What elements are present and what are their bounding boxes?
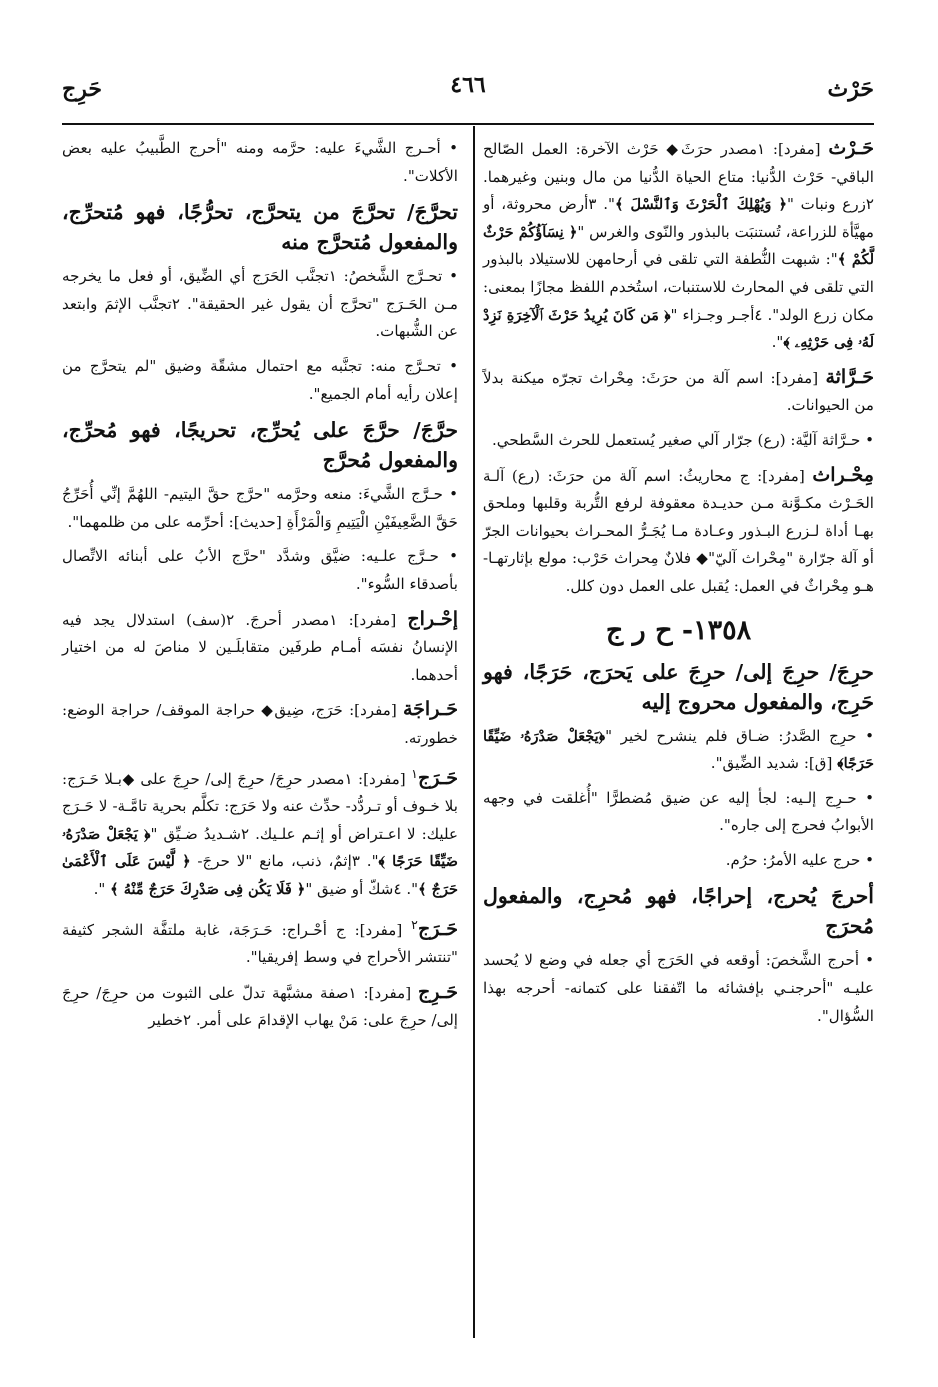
entry-harth — [483, 135, 874, 357]
definition-text: [مفرد]: ١مصدر حرَثَ◆ حَرْث الآخرة: العمل الصّالح الباقي- حَرْث الدُّنيا: متاع الحياة الدُّنيا من مال وبنين وغيرهما. ٢زرع ونبات " — [483, 140, 875, 214]
verb-heading: تحرَّجَ/ تحرَّجَ من يتحرَّج، تحرُّجًا، فهو مُتحرِّج، والمفعول مُتحرَّج منه — [62, 200, 458, 255]
header-rule — [62, 123, 874, 125]
root-heading: ١٣٥٨- ح ر ج — [605, 614, 752, 646]
definition-text: [مفرد]: ج أحْـراج: حَـرَجَة، غابة ملتفَّة الشجر كثيفة "تنتشر الأحراج في وسط إفريقيا". — [62, 920, 458, 967]
definition-text: [مفرد]: حَرَج، ضِيق◆ حراجة الموقف/ حراجة الوضع: خطورته. — [62, 701, 458, 747]
entry-haraj-2 — [62, 911, 458, 972]
quran-quote: ﴿يَجْعَلْ صَدْرَهُۥ ضَيِّقًا حَرَجًا﴾ — [483, 727, 874, 773]
quran-quote: ﴿ وَيُهْلِكَ ٱلْحَرْثَ وَٱلنَّسْلَ ﴾ — [615, 196, 787, 214]
quran-quote: ﴿ مَن كَانَ يُرِيدُ حَرْثَ ٱلْآخِرَةِ نَزِدْ لَهُۥ فِى حَرْثِهِۦ ﴾ — [483, 306, 874, 352]
definition-text: ": شبهت النُّطفة التي تلقى في أرحامهن للاستيلاد بالبذور التي تلقى في المحارث للاستنبات، استُخدم اللفظ مجازًا بمعنى: مكان زرع الولد". ٤أجـر وجـزاء " — [483, 250, 874, 324]
left-column — [62, 135, 458, 1042]
headword: حَـرْث — [828, 137, 874, 159]
right-column — [483, 135, 874, 1037]
quran-quote: ﴿ لَّيْسَ عَلَى ٱلْأَعْمَىٰ حَرَجٌ ﴾ — [62, 853, 458, 898]
entry-harraja-alayh — [62, 543, 458, 598]
entry-haraj-1 — [62, 760, 458, 904]
entry-harraja-shay — [62, 481, 458, 536]
entry-harratha — [483, 364, 874, 420]
header-guide-word-left: حَرِج — [62, 76, 102, 102]
headword: إحْـراج — [407, 607, 458, 630]
entry-taharraja-minhu — [62, 353, 458, 408]
definition-text: • حرِج الصَّدرُ: ضـاق فلم ينشرح لخير " — [605, 726, 874, 745]
definition-text: • تحـرَّج الشَّخصُ: ١تجنَّب الحَرَج أي الضِّيق، أو فعل ما يخرجه مـن الحَـرَج "تحرَّج أن يقول غير الحقيقة". ٢تجنَّب الإثمَ وابتعد عن الشُّبهات. — [62, 267, 459, 341]
entry-mihrath — [483, 462, 874, 601]
definition-text: • حـرَّج الشَّيءَ: منعه وحرَّمه "حرَّج حقَّ اليتيم- اللهُمَّ إنِّي أُحَرِّجُ حَقَّ الضَّعِيفَيْنِ الْيَتِيمِ وَالْمَرْأَةِ [حديث]: أحرِّمه على من ظلمهما". — [62, 485, 458, 531]
definition-text: ". ٤شكّ أو ضيق " — [305, 879, 419, 898]
verb-heading: حرَّجَ/ حرَّجَ على يُحرِّج، تحريجًا، فهو مُحرِّج، والمفعول مُحرَّج — [62, 418, 458, 473]
definition-text: • حـرَّاثة آليَّة: (رع) جرّار آلي صغير يُستعمل للحرث السَّطحي. — [491, 430, 874, 449]
definition-text: [مفرد]: ١مصدر حرِجَ/ حرِجَ إلى/ حرِجَ على ◆بـلا حَـرَج: بلا خـوف أو تـردُّد- حدِّث عنه ولا حَرَج: تكلَّم بحرية تامَّـة- لا حَـرَج عليك: لا اعـتراض أو إثـم علـيك. ٢شـديدُ ضـيِّق " — [62, 769, 458, 843]
verb-heading: حرِجَ/ حرِجَ إلى/ حرِجَ على يَحرَج، حَرَجًا، فهو حَرِج، والمفعول محروج إليه — [483, 659, 874, 714]
definition-text: • حـرِج إلـيه: لجأ إليه عن ضيق مُضطرًّا "أُغلقت في وجهه الأبوابُ فحرج إلى جاره". — [483, 788, 874, 835]
column-divider — [473, 126, 475, 1338]
definition-text: • أحـرج الشَّيءَ عليه: حرَّمه ومنه "أحرج الطَّبيبُ عليه بعض الأكلات". — [62, 139, 458, 185]
definition-text: ". — [93, 879, 111, 898]
headword: حَـرِج — [417, 980, 458, 1003]
definition-text: • حـرَّج علـيه: ضيَّق وشدَّد "حرَّج الأبُ على أبنائه الاتِّصال بأصدقاء السُّوء". — [62, 547, 458, 593]
entry-ihraj — [62, 606, 458, 690]
entry-ahraja-shay — [62, 135, 458, 190]
headword: حَـرَج — [417, 766, 458, 789]
entry-harija-alayh — [483, 847, 874, 875]
quran-quote: ﴿ فَلَا يَكُن فِى صَدْرِكَ حَرَجٌ مِّنْهُ ﴾ — [110, 880, 306, 898]
page-number: ٤٦٦ — [450, 72, 486, 98]
quran-quote: ﴿ يَجْعَلْ صَدْرَهُۥ ضَيِّقًا حَرَجًا ﴾ — [62, 825, 458, 871]
homonym-number: ١ — [411, 765, 418, 781]
entry-ahraja-shakhs — [483, 947, 874, 1030]
headword: حَـراجَة — [402, 698, 458, 721]
entry-harija-ilayh — [483, 785, 874, 840]
definition-text: ". ٣أرض محروثة، أو مهيَّأة للزراعة، تُستنبَت بالبذور والنّوى والغرس " — [483, 195, 874, 241]
definition-text: [ق]: شديد الضِّيق". — [710, 754, 838, 773]
headword: حَـرَّاثة — [825, 365, 874, 388]
definition-text: • تحـرَّج منه: تجنَّبه مع احتمال مشقّة وضيق "لم يتحرَّج من إعلان رأيه أمام الجميع". — [62, 356, 458, 403]
definition-text: ". — [771, 333, 784, 352]
quran-quote: ﴿ نِسَآؤُكُمْ حَرْثٌ لَّكُمْ ﴾ — [483, 223, 874, 269]
definition-text: • حرج عليه الأمرُ: حرُم. — [725, 850, 874, 869]
definition-text: • أحرج الشَّخصَ: أوقعه في الحَرَج أي جعله في وضع لا يُحسد عليـه "أحرجنـي بإفشائه ما اتّفقنا على كتمانه- أحرجه بهذا السُّؤال". — [483, 951, 874, 1025]
verb-heading: أحرجَ يُحرج، إحراجًا، فهو مُحرِج، والمفعول مُحرَج — [483, 884, 874, 939]
headword: مِحْـراث — [812, 463, 874, 486]
entry-harija-sadr — [483, 723, 874, 778]
definition-text: [مفرد]: ١مصدر أحرجَ. ٢(سف) استدلال يجد فيه الإنسانُ نفسَه أمـام طرفَين متقابلَـين لا مناصَ له من اختيار أحدهما. — [62, 610, 458, 684]
definition-text: [مفرد]: ١صفة مشبَّهة تدلّ على الثبوت من حرِجَ/ حرِجَ إلى/ حرِجَ على: مَنْ يهاب الإقدامَ على أمر. ٢خطير — [62, 983, 458, 1030]
headword: حَـرَج — [417, 917, 458, 940]
page-header — [62, 70, 874, 120]
definition-text: [مفرد]: اسم آلة من حرَثَ: مِحْراث تجرّه ميكنة بدلاً من الحيوانات. — [483, 368, 874, 415]
homonym-number: ٢ — [411, 916, 418, 932]
header-guide-word-right: حَرْث — [827, 76, 874, 102]
entry-harij — [62, 979, 458, 1035]
definition-text: [مفرد]: ج محاريثُ: اسم آلة من حرَثَ: (رع) آلـة الحَـرْث مكـوَّنة مـن حديـدة معقوفة لرفع التُّربة وقلبها وملحق بهـا أداة لـزرع البـذور وعـادة مـا يُجَـرُّ المحـراث بحيوانات الجرّ أو آلة جرّارة "مِحْراث آليّ"◆ فلانٌ مِحراث حَرْب: مولع بإثارتهـا- هـو مِحْراثٌ في العمل: يُقبل على العمل دون كلل. — [483, 466, 874, 595]
entry-haraja — [62, 696, 458, 752]
definition-text: ". ٣إثمٌ، ذنب، مانع "لا حرجَ- — [190, 852, 379, 871]
entry-harratha-aliya — [483, 427, 874, 455]
entry-taharraja-shakhs — [62, 263, 458, 346]
